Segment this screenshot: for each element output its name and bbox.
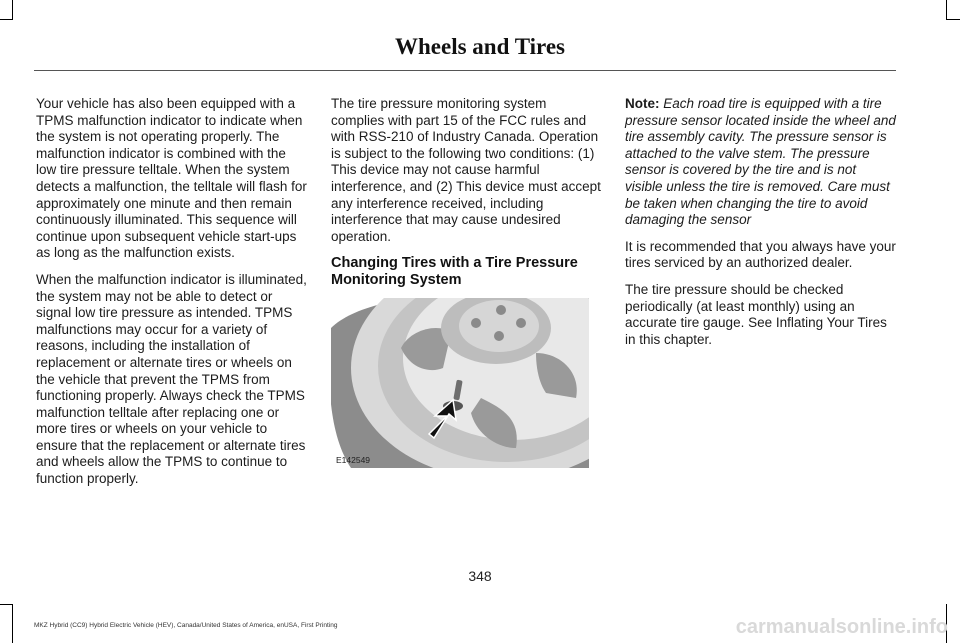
header-divider [34, 70, 896, 71]
paragraph: The tire pressure monitoring system complies with part 15 of the FCC rules and with RSS-210 of Industry Canada. Operation is subject to the following two conditions: (1) This device may not cause harmful interference, and (2) This device must accept any interference received, including interference that may cause undesired operation. [331, 96, 601, 244]
lug-nut [494, 331, 504, 341]
page-number: 348 [468, 568, 492, 584]
page-title: Wheels and Tires [395, 34, 565, 59]
footer-text: MKZ Hybrid (CC9) Hybrid Electric Vehicle (HEV), Canada/United States of America, enUSA, First Printing [34, 622, 338, 629]
watermark: carmanualsonline.info [735, 616, 948, 638]
lug-nut [471, 318, 481, 328]
paragraph: It is recommended that you always have your tires serviced by an authorized dealer. [625, 238, 896, 271]
wheel-valve-illustration [331, 298, 589, 468]
section-heading: Changing Tires with a Tire Pressure Monitoring System [331, 255, 578, 289]
note-text: Each road tire is equipped with a tire pressure sensor located inside the wheel and tire assembly cavity. The pressure sensor is attached to the valve stem. The pressure sensor is covered by the tire and is not visible unless the tire is removed. Care must be taken when changing the tire to avoid damaging the sensor [625, 96, 896, 228]
crop-mark-bottom-left-h [0, 604, 13, 605]
crop-mark-bottom-left-v [12, 604, 13, 643]
column-2 [331, 96, 603, 299]
lug-nut [516, 318, 526, 328]
paragraph: When the malfunction indicator is illuminated, the system may not be able to detect or signal low tire pressure as intended. TPMS malfunctions may occur for a variety of reasons, including the installation of replacement or alternate tires or wheels on the vehicle that prevent the TPMS from functioning properly. Always check the TPMS malfunction telltale after replacing one or more tires or wheels on your vehicle to ensure that the replacement or alternate tires and wheels allow the TPMS to continue to function properly. [36, 271, 307, 487]
column-3 [625, 96, 897, 358]
crop-mark-top-right-h [946, 19, 960, 20]
paragraph: Your vehicle has also been equipped with a TPMS malfunction indicator to indicate when the system is not operating properly. The malfunction indicator is combined with the low tire pressure telltale. When the system detects a malfunction, the telltale will flash for approximately one minute and then remain continuously illuminated. This sequence will continue upon subsequent vehicle start-ups as long as the malfunction exists. [36, 96, 307, 261]
crop-mark-top-left-v [12, 0, 13, 20]
crop-mark-top-right-v [946, 0, 947, 20]
note-label: Note: [625, 96, 660, 111]
crop-mark-top-left-h [0, 19, 13, 20]
column-1 [36, 96, 308, 498]
figure-code: E142549 [336, 455, 371, 465]
lug-nut [496, 305, 506, 315]
note [625, 96, 897, 229]
paragraph: The tire pressure should be checked periodically (at least monthly) using an accurate tire gauge. See Inflating Your Tires in this chapter. [625, 281, 887, 347]
